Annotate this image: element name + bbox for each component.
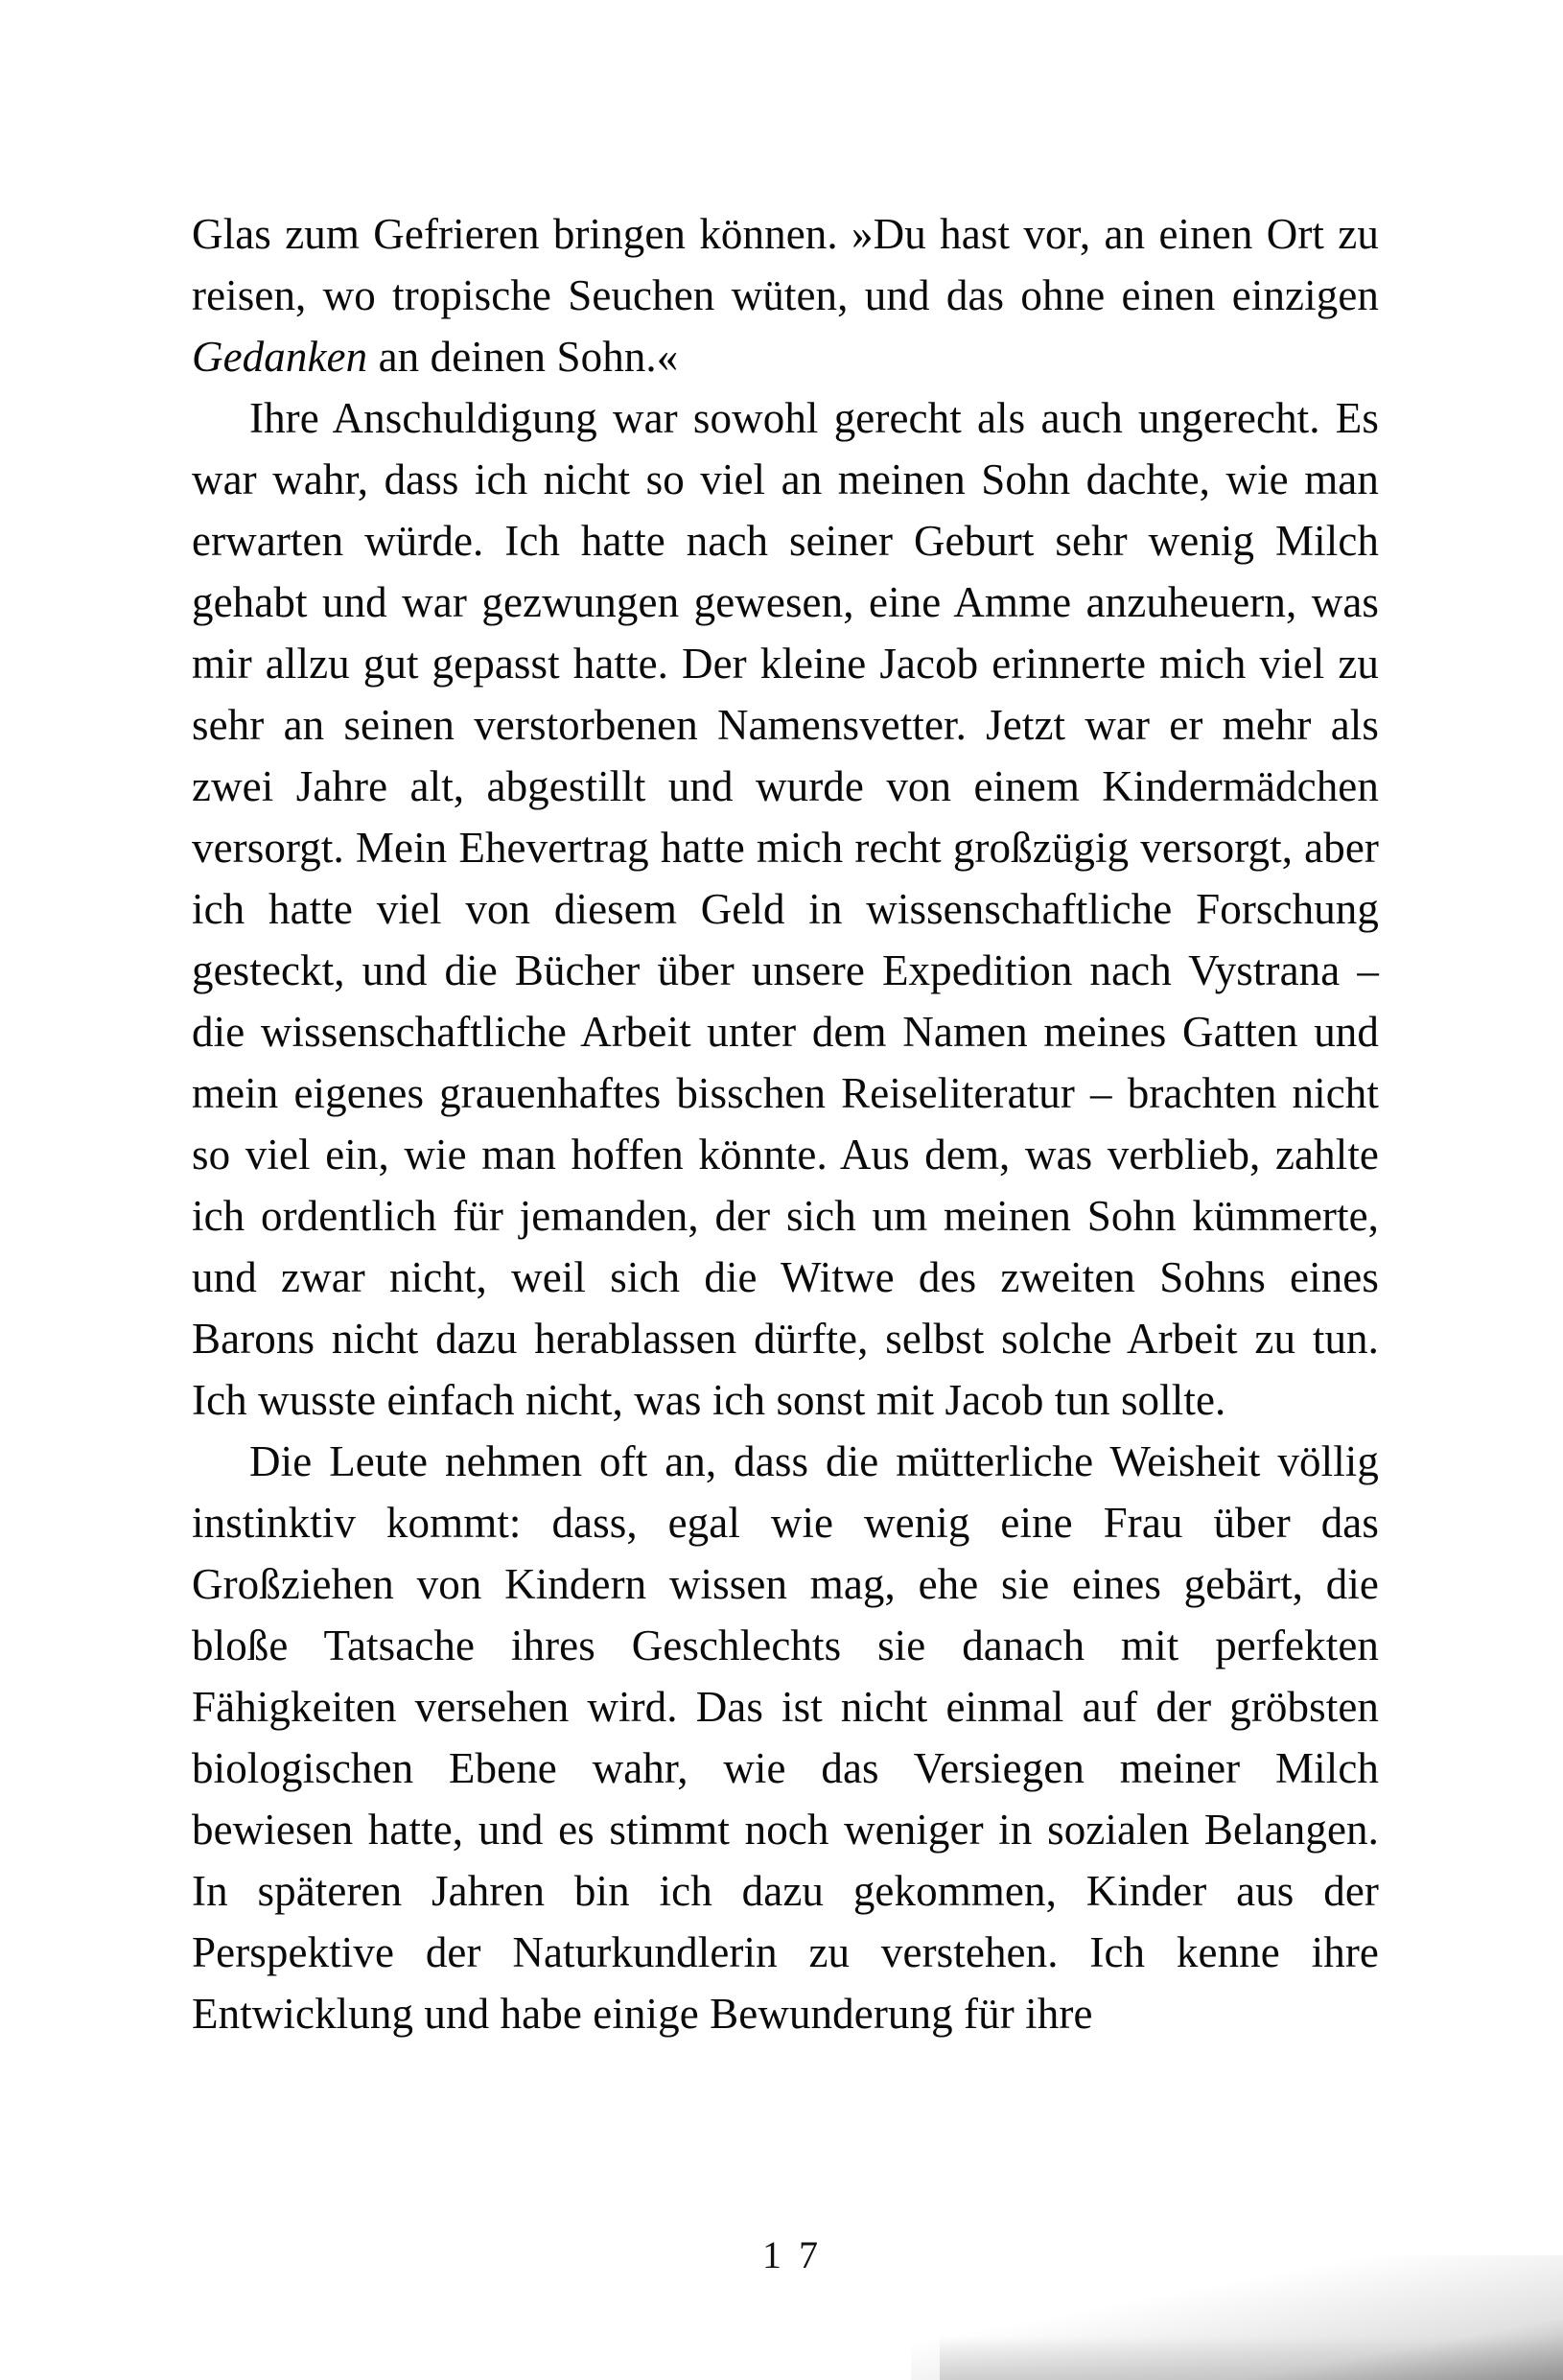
page-number: 17 bbox=[762, 2233, 835, 2276]
italic-word: Gedanken bbox=[192, 333, 368, 381]
paragraph-text: an deinen Sohn.« bbox=[367, 333, 679, 381]
page-edge-shadow bbox=[940, 2336, 1563, 2380]
paragraph: Ihre Anschuldigung war sowohl gerecht als auch ungerecht. Es war wahr, dass ich nicht so viel an meinen Sohn dachte, wie man erwarten würde. Ich hatte nach seiner Geburt sehr wenig Milch gehabt und war gezwungen gewesen, eine Amme anzuheuern, was mir allzu gut gepasst hatte. Der kleine Jacob erinnerte mich viel zu sehr an seinen verstorbenen Namensvetter. Jetzt war er mehr als zwei Jahre alt, abgestillt und wurde von einem Kindermädchen versorgt. Mein Ehevertrag hatte mich recht großzügig versorgt, aber ich hatte viel von diesem Geld in wissenschaftliche Forschung gesteckt, und die Bücher über unsere Expedition nach Vystrana – die wissenschaftliche Arbeit unter dem Namen meines Gatten und mein eigenes grauenhaftes bisschen Reiseliteratur – brachten nicht so viel ein, wie man hoffen könnte. Aus dem, was verblieb, zahlte ich ordentlich für jemanden, der sich um meinen Sohn kümmerte, und zwar nicht, weil sich die Witwe des zweiten Sohns eines Barons nicht dazu herablassen dürfte, selbst solche Arbeit zu tun. Ich wusste einfach nicht, was ich sonst mit Jacob tun sollte. bbox=[192, 394, 1379, 1424]
body-text bbox=[192, 203, 1379, 2044]
paragraph bbox=[192, 203, 1379, 387]
paragraph: Die Leute nehmen oft an, dass die mütterliche Weisheit völlig instinktiv kommt: dass, egal wie wenig eine Frau über das Großziehen von Kindern wissen mag, ehe sie eines gebärt, die bloße Tatsache ihres Geschlechts sie danach mit perfekten Fähigkeiten versehen wird. Das ist nicht einmal auf der gröbsten biologischen Ebene wahr, wie das Versiegen meiner Milch bewiesen hatte, und es stimmt noch weniger in sozialen Belangen. In späteren Jahren bin ich dazu gekommen, Kinder aus der Perspektive der Naturkundlerin zu verstehen. Ich kenne ihre Entwicklung und habe einige Bewunderung für ihre bbox=[192, 1437, 1379, 2038]
paragraph-text: Glas zum Gefrieren bringen können. »Du hast vor, an einen Ort zu reisen, wo tropische Seuchen wüten, und das ohne einen einzigen bbox=[192, 210, 1379, 319]
